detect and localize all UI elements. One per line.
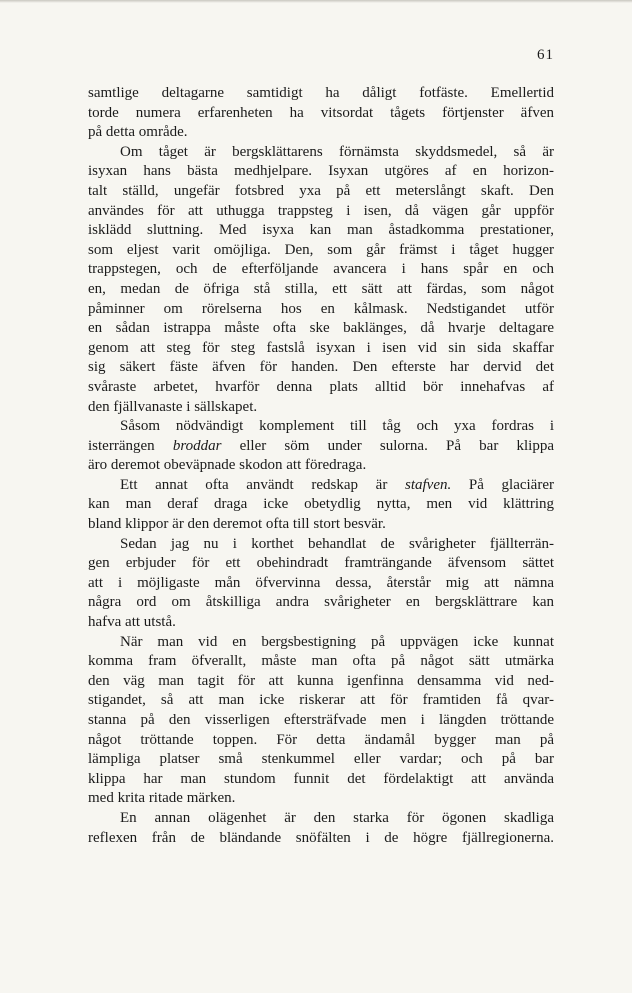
text-line: klippa har man stundom funnit det fördelaktigt att använda bbox=[88, 770, 554, 787]
text-line: att i möjligaste mån öfvervinna dessa, återstår mig att nämna bbox=[88, 574, 554, 591]
text-line: isyxan hans bästa medhjelpare. Isyxan utgöres af en horizon- bbox=[88, 163, 554, 180]
text-line: bland klippor är den deremot ofta till stort besvär. bbox=[88, 516, 386, 533]
text-line: påminner om rörelserna hos en kålmask. Nedstigandet utför bbox=[88, 300, 554, 317]
text-line: den fjällvanaste i sällskapet. bbox=[88, 398, 258, 415]
text-line: användes för att uthugga trappsteg i isen, då vägen går uppför bbox=[88, 202, 554, 219]
emphasis-stafven: stafven. bbox=[404, 476, 452, 493]
text-line: lämpliga platser små stenkummel eller vardar; och på bar bbox=[88, 751, 554, 768]
text-line bbox=[88, 437, 554, 457]
text-line: gen erbjuder för ett obehindradt framträngande äfvensom sättet bbox=[88, 555, 554, 572]
text-run: eller söm under sulorna. På bar klippa bbox=[221, 437, 554, 454]
text-line: Såsom nödvändigt komplement till tåg och yxa fordras i bbox=[120, 418, 554, 435]
top-edge-shadow bbox=[0, 0, 632, 3]
text-line: några ord om åtskilliga andra svårigheter en bergsklättrare kan bbox=[88, 594, 554, 611]
text-line: med krita ritade märken. bbox=[88, 790, 236, 807]
text-line: När man vid en bergsbestigning på uppvägen icke kunnat bbox=[120, 633, 554, 650]
text-line: torde numera erfarenheten ha vitsordat tågets förtjenster äfven bbox=[88, 104, 554, 121]
text-run: På glaciärer bbox=[451, 476, 554, 493]
text-line: kan man deraf draga icke obetydlig nytta, men vid klättring bbox=[88, 496, 554, 513]
body-text bbox=[88, 84, 554, 848]
text-line: samtlige deltagarne samtidigt ha dåligt fotfäste. Emellertid bbox=[88, 85, 554, 101]
text-line: hafva att utstå. bbox=[88, 614, 176, 631]
text-line: Om tåget är bergsklättarens förnämsta skyddsmedel, så är bbox=[120, 143, 554, 160]
text-line: en, medan de öfriga stå stilla, ett sätt att färdas, som något bbox=[88, 280, 554, 297]
page-number: 61 bbox=[537, 47, 554, 63]
text-line: talt ställd, ungefär fotsbred yxa på ett meterslångt skaft. Den bbox=[88, 182, 554, 199]
text-line: stigandet, så att man icke riskerar att för framtiden få qvar- bbox=[88, 692, 554, 709]
text-line: något tröttande toppen. För detta ändamål bygger man på bbox=[88, 731, 554, 748]
text-line: äro deremot obeväpnade skodon att föredraga. bbox=[88, 457, 367, 474]
text-line: trappstegen, och de efterföljande avancera i hans spår en och bbox=[88, 261, 554, 278]
text-line bbox=[88, 476, 554, 496]
text-line: svåraste arbetet, hvarför denna plats alltid bör innehafvas af bbox=[88, 378, 554, 395]
text-line: genom att steg för steg fastslå isyxan i isen vid sin sida skaffar bbox=[88, 339, 554, 356]
text-run: isterrängen bbox=[88, 437, 173, 454]
text-line: som eljest varit omöjliga. Den, som går främst i tåget hugger bbox=[88, 241, 554, 258]
text-line: på detta område. bbox=[88, 124, 188, 141]
text-line: en sådan istrappa måste ofta ske baklänges, då hvarje deltagare bbox=[88, 320, 554, 337]
text-line: reflexen från de bländande snöfälten i de högre fjällregionerna. bbox=[88, 829, 554, 846]
text-line: En annan olägenhet är den starka för ögonen skadliga bbox=[120, 809, 554, 826]
text-line: isklädd sluttning. Med isyxa kan man åstadkomma prestationer, bbox=[88, 222, 554, 239]
text-line: stanna på den visserligen eftersträfvade men i längden tröttande bbox=[88, 712, 554, 728]
text-line: sig säkert fäste äfven för handen. Den efterste har dervid det bbox=[88, 359, 554, 376]
text-line: den väg man tagit för att kunna igenfinna densamma vid ned- bbox=[88, 672, 554, 689]
text-line: Sedan jag nu i korthet behandlat de svårigheter fjällterrän- bbox=[120, 535, 554, 552]
text-line: komma fram öfverallt, måste man ofta på något sätt utmärka bbox=[88, 653, 554, 670]
emphasis-broddar: broddar bbox=[172, 437, 222, 454]
text-run: Ett annat ofta användt redskap är bbox=[120, 476, 405, 493]
